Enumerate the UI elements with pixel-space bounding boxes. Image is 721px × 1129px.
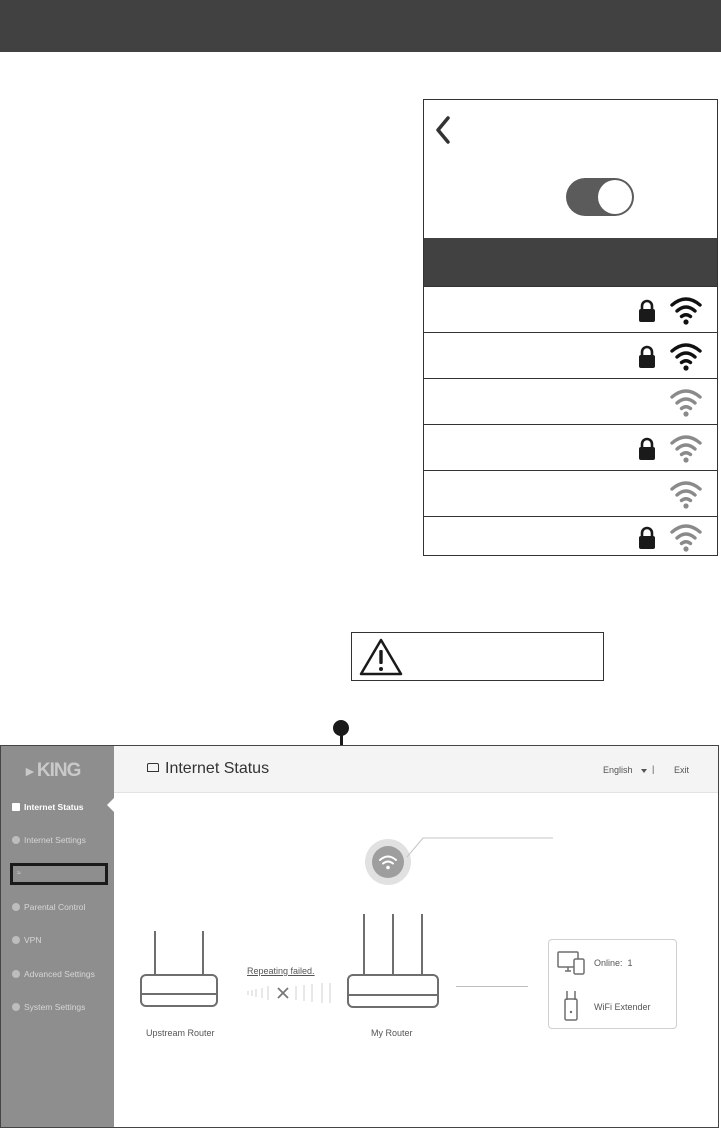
sidebar-item-vpn[interactable] — [12, 935, 41, 945]
network-row-6[interactable] — [424, 516, 717, 556]
sidebar-item-label: Internet Settings — [24, 835, 86, 845]
network-row-1[interactable] — [424, 286, 717, 332]
connection-failed-icon — [246, 982, 336, 1004]
wifi-signal-icon — [669, 386, 703, 418]
page-title — [147, 760, 269, 778]
online-value: 1 — [627, 958, 633, 968]
wifi-signal-icon — [669, 478, 703, 510]
sidebar-item-internet-status[interactable] — [12, 802, 84, 812]
sidebar-item-wifi-highlighted[interactable] — [10, 863, 108, 885]
router-icon — [12, 803, 20, 811]
repeating-status-link[interactable]: Repeating failed. — [247, 966, 315, 976]
devices-icon — [557, 951, 585, 975]
lock-icon — [637, 299, 657, 323]
logo-text: KING — [36, 760, 81, 781]
upstream-router-icon — [137, 929, 221, 1011]
wifi-signal-icon — [669, 521, 703, 553]
sidebar — [1, 746, 114, 1127]
sidebar-item-label: VPN — [24, 935, 42, 945]
sidebar-item-label: System Settings — [24, 1002, 86, 1012]
back-chevron-icon[interactable] — [432, 114, 456, 146]
wifi-extender-label: WiFi Extender — [594, 1002, 651, 1012]
lock-icon — [637, 526, 657, 550]
sidebar-item-system-settings[interactable] — [12, 1002, 85, 1012]
parental-icon — [12, 903, 20, 911]
online-label: Online: — [594, 958, 623, 968]
network-row-4[interactable] — [424, 424, 717, 470]
wifi-icon: ≈ — [17, 870, 21, 877]
leader-line — [405, 836, 553, 858]
lock-icon — [637, 345, 657, 369]
king-logo — [23, 760, 80, 782]
warning-triangle-icon — [358, 637, 404, 677]
lock-icon — [637, 437, 657, 461]
router-client-link-line — [456, 986, 528, 987]
gear-icon — [12, 1003, 20, 1011]
my-router-icon — [344, 912, 442, 1012]
my-router-label: My Router — [371, 1028, 413, 1038]
vpn-icon — [12, 936, 20, 944]
wifi-extender-icon — [563, 990, 579, 1022]
wrench-icon — [12, 970, 20, 978]
main-header — [114, 746, 718, 793]
router-web-ui — [0, 745, 719, 1128]
language-select[interactable]: English — [603, 765, 633, 775]
network-row-5[interactable] — [424, 470, 717, 516]
wifi-icon — [373, 848, 403, 876]
warning-box — [351, 632, 604, 681]
wifi-signal-icon — [669, 340, 703, 372]
network-row-3[interactable] — [424, 378, 717, 424]
chevron-down-icon[interactable] — [641, 769, 647, 773]
page-title-text: Internet Status — [165, 760, 270, 777]
sidebar-item-label: Advanced Settings — [24, 969, 95, 979]
exit-link[interactable]: Exit — [674, 765, 690, 775]
sidebar-item-label: Parental Control — [24, 902, 86, 912]
header-separator: | — [652, 764, 655, 774]
sidebar-item-advanced-settings[interactable] — [12, 969, 95, 979]
online-count — [594, 958, 633, 968]
client-summary-box[interactable] — [548, 939, 677, 1029]
router-icon — [147, 763, 159, 772]
network-list-header — [424, 238, 717, 286]
globe-icon — [12, 836, 20, 844]
logo-arrow-icon: ► — [23, 763, 36, 779]
phone-wifi-panel — [423, 99, 718, 556]
wifi-signal-icon — [669, 294, 703, 326]
sidebar-item-label: Internet Status — [24, 802, 84, 812]
top-banner — [0, 0, 721, 52]
active-indicator — [107, 798, 114, 812]
wifi-signal-icon — [669, 432, 703, 464]
sidebar-item-parental-control[interactable] — [12, 902, 85, 912]
wifi-toggle[interactable] — [566, 178, 634, 216]
upstream-router-label: Upstream Router — [146, 1028, 215, 1038]
toggle-knob — [598, 180, 632, 214]
sidebar-item-internet-settings[interactable] — [12, 835, 86, 845]
network-row-2[interactable] — [424, 332, 717, 378]
